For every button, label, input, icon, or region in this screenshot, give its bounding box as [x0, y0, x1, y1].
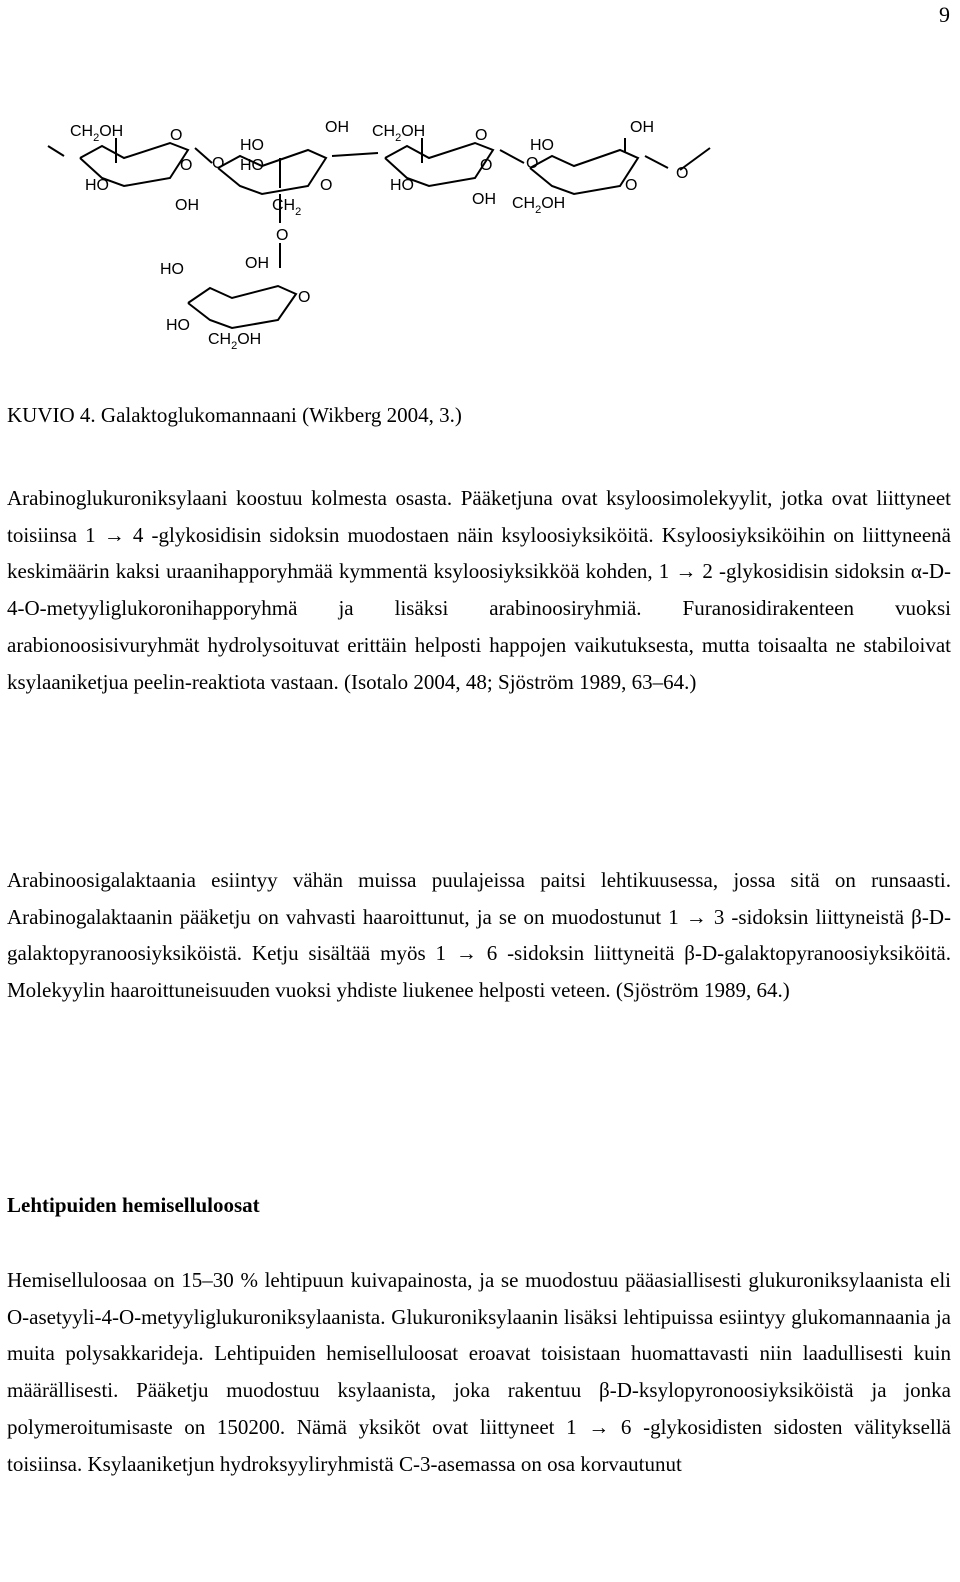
label-oh: OH [245, 255, 269, 272]
label-o: O [212, 155, 225, 172]
label-ch2oh: $CH_2OH$ [208, 331, 262, 352]
label-ho: HO [160, 261, 184, 278]
label-o: O [298, 289, 311, 306]
paragraph-arabinoglucuronoxylan: Arabinoglukuroniksylaani koostuu kolmesta osasta. Pääketjuna ovat ksyloosimolekyylit, jotka ovat liittyneet toisiinsa 1 → 4 -glykosidisin sidoksin muodostaen näin ksyloosiyksiköitä. Ksyloosiyksiköihin on liittyneenä keskimäärin kaksi uraanihapporyhmää kymmentä ksyloosiyksikköä kohden, 1 → 2 -glykosidisin sidoksin α-D-4-O-metyyliglukoronihapporyhmä ja lisäksi arabinoosiryhmiä. Furanosidirakenteen vuoksi arabionoosisivuryhmät hydrolysoituvat erittäin helposti happojen vaikutuksesta, mutta toisaalta ne stabiloivat ksylaaniketjua peelin-reaktiota vastaan. (Isotalo 2004, 48; Sjöström 1989, 63–64.) [7, 486, 951, 694]
paragraph-arabinogalactan: Arabinoosigalaktaania esiintyy vähän muissa puulajeissa paitsi lehtikuusessa, jossa sitä on runsaasti. Arabinogalaktaanin pääketju on vahvasti haaroittunut, ja se on muodostunut 1 → 3 -sidoksin liittyneistä β-D-galaktopyranoosiyksiköistä. Ketju sisältää myös 1 → 6 -sidoksin liittyneitä β-D-galaktopyranoosiyksiköitä. Molekyylin haaroittuneisuuden vuoksi yhdiste liukenee helposti veteen. (Sjöström 1989, 64.) [7, 868, 951, 1003]
galactoglucomannan-structure-figure [40, 108, 730, 358]
label-ho: HO [390, 177, 414, 194]
label-o: O [475, 127, 488, 144]
label-o: O [676, 165, 689, 182]
label-ho: HO [240, 157, 264, 174]
label-ch2oh: $CH_2OH$ [372, 123, 426, 144]
label-o: O [625, 177, 638, 194]
label-ch2: $CH_2$ [272, 197, 302, 218]
label-o: O [170, 127, 183, 144]
label-oh: OH [472, 191, 496, 208]
ring-bonds [48, 138, 710, 328]
paragraph-hardwood-hemicelluloses: Hemiselluloosaa on 15–30 % lehtipuun kuivapainosta, ja se muodostuu pääasiallisesti glukuroniksylaanista eli O-asetyyli-4-O-metyyliglukuroniksylaanista. Glukuroniksylaanin lisäksi lehtipuissa esiintyy glukomannaania ja muita polysakkarideja. Lehtipuiden hemiselluloosat eroavat toisistaan huomattavasti niin laadullisesti kuin määrällisesti. Pääketju muodostuu ksylaanista, joka rakentuu β-D-ksylopyronoosiyksiköistä ja jonka polymeroitumisaste on 150200. Nämä yksiköt ovat liittyneet 1 → 6 -glykosidisten sidosten välityksellä toisiinsa. Ksylaaniketjun hydroksyyliryhmistä C-3-asemassa on osa korvautunut [7, 1268, 951, 1476]
label-o: O [480, 157, 493, 174]
atom-labels [70, 119, 688, 352]
label-ho: HO [85, 177, 109, 194]
label-oh: OH [325, 119, 349, 136]
label-oh: OH [175, 197, 199, 214]
label-oh: OH [630, 119, 654, 136]
label-ho: HO [530, 137, 554, 154]
label-o: O [276, 227, 289, 244]
label-o: O [526, 155, 539, 172]
page-number: 9 [939, 2, 950, 27]
label-o: O [320, 177, 333, 194]
label-o: O [180, 157, 193, 174]
figure-caption: KUVIO 4. Galaktoglukomannaani (Wikberg 2004, 3.) [7, 403, 462, 427]
label-ho: HO [166, 317, 190, 334]
section-heading: Lehtipuiden hemiselluloosat [7, 1193, 260, 1217]
label-ch2oh: $CH_2OH$ [70, 123, 124, 144]
label-ho: HO [240, 137, 264, 154]
label-ch2oh: $CH_2OH$ [512, 195, 566, 216]
